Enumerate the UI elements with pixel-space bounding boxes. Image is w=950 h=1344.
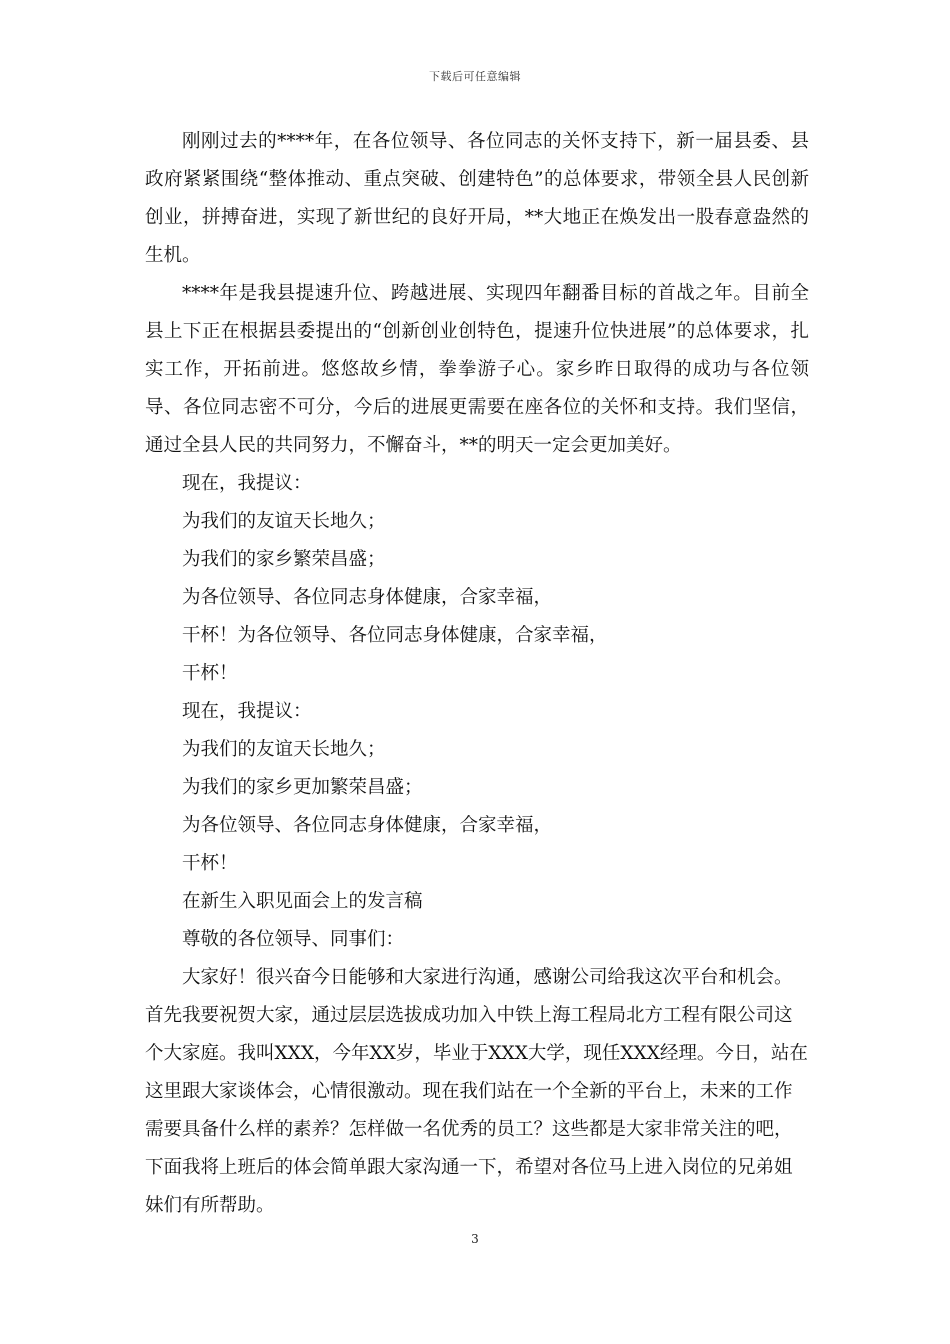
paragraph-2: ****年是我县提速升位、跨越进展、实现四年翻番目标的首战之年。目前全县上下正在根据县委提出的“创新创业创特色，提速升位快进展”的总体要求，扎实工作，开拓前进。悠悠故乡情，拳拳游子心。家乡昨日取得的成功与各位领导、各位同志密不可分，今后的进展更需要在座各位的关怀和支持。我们坚信，通过全县人民的共同努力，不懈奋斗，**的明天一定会更加美好。 [145, 283, 809, 456]
paragraph-3: 大家好！很兴奋今日能够和大家进行沟通，感谢公司给我这次平台和机会。首先我要祝贺大家，通过层层选拔成功加入中铁上海工程局北方工程有限公司这个大家庭。我叫XXX，今年XX岁，毕业于XXX大学，现任XXX经理。今日，站在这里跟大家谈体会，心情很激动。现在我们站在一个全新的平台上，未来的工作需要具备什么样的素养？怎样做一名优秀的员工？这些都是大家非常关注的吧，下面我将上班后的体会简单跟大家沟通一下，希望对各位马上进入岗位的兄弟姐妹们有所帮助。 [145, 967, 808, 1216]
page-header: 下载后可任意编辑 [429, 70, 521, 83]
line-5: 干杯！为各位领导、各位同志身体健康，合家幸福， [182, 625, 608, 646]
line-8: 为我们的友谊天长地久； [182, 739, 386, 760]
line-1: 现在，我提议： [182, 473, 312, 494]
paragraph-1: 刚刚过去的****年，在各位领导、各位同志的关怀支持下，新一届县委、县政府紧紧围绕“整体推动、重点突破、创建特色”的总体要求，带领全县人民创新创业，拼搏奋进，实现了新世纪的良好开局，**大地正在焕发出一股春意盎然的生机。 [145, 131, 809, 266]
line-10: 为各位领导、各位同志身体健康，合家幸福， [182, 815, 553, 836]
line-4: 为各位领导、各位同志身体健康，合家幸福， [182, 587, 553, 608]
line-6: 干杯！ [182, 663, 238, 684]
document-body [145, 123, 809, 1225]
section-title: 在新生入职见面会上的发言稿 [182, 891, 423, 912]
line-2: 为我们的友谊天长地久； [182, 511, 386, 532]
line-3: 为我们的家乡繁荣昌盛； [182, 549, 386, 570]
salutation: 尊敬的各位领导、同事们： [182, 929, 405, 950]
line-9: 为我们的家乡更加繁荣昌盛； [182, 777, 423, 798]
page-number: 3 [471, 1232, 479, 1246]
line-7: 现在，我提议： [182, 701, 312, 722]
line-11: 干杯！ [182, 853, 238, 874]
